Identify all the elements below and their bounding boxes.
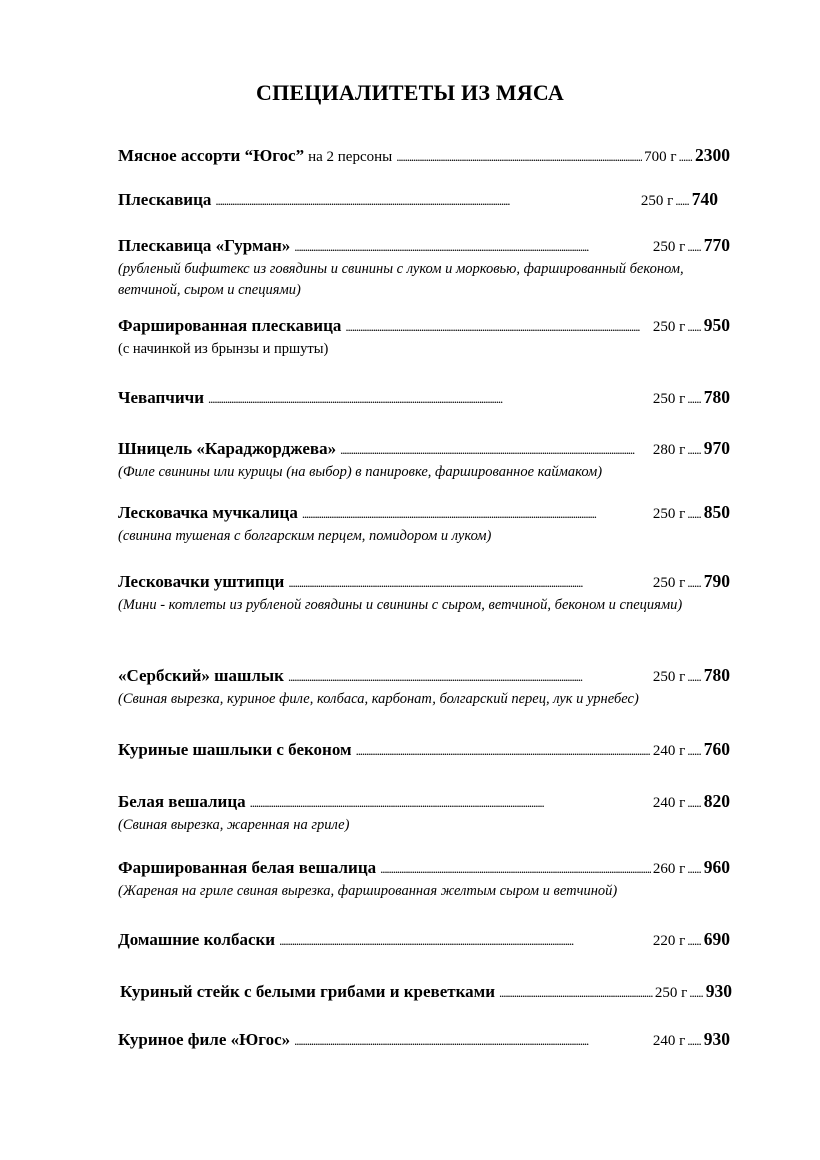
dish-price: 770 (703, 235, 730, 255)
dish-price: 820 (703, 791, 730, 811)
menu-item-row (118, 1029, 730, 1050)
menu-item (118, 438, 730, 483)
dot-leader (294, 1033, 651, 1049)
dish-name: Плескавица «Гурман» (118, 236, 291, 255)
dish-description: (Свиная вырезка, жаренная на гриле) (118, 817, 350, 833)
dot-leader (288, 575, 651, 591)
dish-name: Лесковачки уштипци (118, 572, 285, 591)
dot-separator (679, 149, 693, 165)
dot-leader (288, 669, 651, 685)
menu-item (118, 739, 730, 760)
menu-item-row (118, 189, 718, 210)
dot-separator (687, 442, 701, 458)
menu-item (118, 315, 730, 360)
dish-weight: 250 г (654, 985, 688, 1001)
menu-item-row (118, 571, 730, 592)
dish-description: (свинина тушеная с болгарским перцем, помидором и луком) (118, 528, 492, 544)
dot-separator (687, 575, 701, 591)
dot-leader (340, 442, 651, 458)
dish-name: Домашние колбаски (118, 930, 276, 949)
menu-item-row (118, 857, 730, 878)
dish-name: Плескавица (118, 190, 212, 209)
dish-price: 930 (705, 981, 732, 1001)
dish-price: 780 (703, 665, 730, 685)
dot-separator (687, 861, 701, 877)
dot-separator (687, 933, 701, 949)
dish-weight: 220 г (652, 933, 686, 949)
dish-name: Куриный стейк с белыми грибами и креветками (120, 982, 496, 1001)
dish-price: 790 (703, 571, 730, 591)
dish-name: Чевапчичи (118, 388, 205, 407)
dish-weight: 250 г (652, 391, 686, 407)
dish-weight: 250 г (652, 239, 686, 255)
menu-item (118, 791, 730, 836)
menu-item (118, 502, 730, 547)
dish-description: (Жареная на гриле свиная вырезка, фаршированная желтым сыром и ветчиной) (118, 883, 618, 899)
dot-separator (687, 1033, 701, 1049)
menu-item-row (118, 387, 730, 408)
menu-item-row (120, 981, 732, 1002)
menu-item-row (118, 665, 730, 686)
dot-leader (356, 743, 651, 759)
menu-item (120, 981, 732, 1002)
dot-leader (380, 861, 651, 877)
dish-description: (рубленый бифштекс из говядины и свинины с луком и морковью, фаршированный беконом, ветчиной, сыром и специями) (118, 261, 684, 298)
dish-weight: 240 г (652, 795, 686, 811)
menu-item-row (118, 315, 730, 336)
menu-item (118, 929, 730, 950)
dish-name: Куриные шашлыки с беконом (118, 740, 352, 759)
dish-price: 930 (703, 1029, 730, 1049)
dish-price: 780 (703, 387, 730, 407)
dish-description: (с начинкой из брынзы и пршуты) (118, 341, 329, 357)
dish-weight: 250 г (652, 575, 686, 591)
dish-price: 690 (703, 929, 730, 949)
dish-note: на 2 персоны (308, 149, 393, 165)
dish-name: Шницель «Караджорджева» (118, 439, 337, 458)
dot-leader (215, 193, 638, 209)
dish-name: «Сербский» шашлык (118, 666, 284, 685)
dot-leader (208, 391, 651, 407)
dish-weight: 250 г (652, 319, 686, 335)
dot-separator (687, 319, 701, 335)
menu-item-row (118, 791, 730, 812)
dot-separator (689, 985, 703, 1001)
dot-separator (687, 669, 701, 685)
page-title: СПЕЦИАЛИТЕТЫ ИЗ МЯСА (256, 80, 564, 105)
dish-weight: 250 г (652, 506, 686, 522)
menu-item (118, 189, 718, 210)
dish-price: 2300 (695, 145, 730, 165)
dish-name: Куриное филе «Югос» (118, 1030, 291, 1049)
dish-description: (Филе свинины или курицы (на выбор) в панировке, фаршированное каймаком) (118, 464, 603, 480)
dish-weight: 240 г (652, 743, 686, 759)
dot-separator (687, 743, 701, 759)
dot-leader (396, 149, 642, 165)
dot-leader (250, 795, 651, 811)
dot-separator (675, 193, 689, 209)
dish-name: Фаршированная плескавица (118, 316, 342, 335)
menu-item (118, 665, 730, 710)
menu-item-row (118, 502, 730, 523)
dish-price: 950 (703, 315, 730, 335)
dish-name: Мясное ассорти “Югос” (118, 146, 305, 165)
menu-item (118, 235, 730, 301)
menu-item-row (118, 739, 730, 760)
menu-item (118, 857, 730, 902)
dish-price: 760 (703, 739, 730, 759)
dot-separator (687, 239, 701, 255)
dish-weight: 260 г (652, 861, 686, 877)
menu-item (118, 1029, 730, 1050)
menu-item-row (118, 929, 730, 950)
dot-leader (302, 506, 651, 522)
dot-leader (499, 985, 653, 1001)
dish-price: 970 (703, 438, 730, 458)
dish-description: (Свиная вырезка, куриное филе, колбаса, карбонат, болгарский перец, лук и урнебес) (118, 691, 639, 707)
dot-separator (687, 391, 701, 407)
dish-name: Лесковачка мучкалица (118, 503, 298, 522)
menu-item-row (118, 438, 730, 459)
dish-weight: 280 г (652, 442, 686, 458)
dish-weight: 240 г (652, 1033, 686, 1049)
dot-separator (687, 506, 701, 522)
menu-item (118, 387, 730, 408)
dot-leader (294, 239, 651, 255)
dot-separator (687, 795, 701, 811)
menu-item-row (118, 145, 730, 166)
dish-price: 740 (691, 189, 718, 209)
dish-description: (Мини - котлеты из рубленой говядины и свинины с сыром, ветчиной, беконом и специями) (118, 597, 683, 613)
dish-price: 850 (703, 502, 730, 522)
dish-name: Белая вешалица (118, 792, 246, 811)
menu-item (118, 145, 730, 166)
dish-weight: 250 г (640, 193, 674, 209)
menu-item-row (118, 235, 730, 256)
dish-name: Фаршированная белая вешалица (118, 858, 377, 877)
dish-weight: 250 г (652, 669, 686, 685)
dot-leader (279, 933, 651, 949)
menu-item (118, 571, 730, 616)
dish-price: 960 (703, 857, 730, 877)
dot-leader (345, 319, 650, 335)
dish-weight: 700 г (644, 149, 677, 165)
